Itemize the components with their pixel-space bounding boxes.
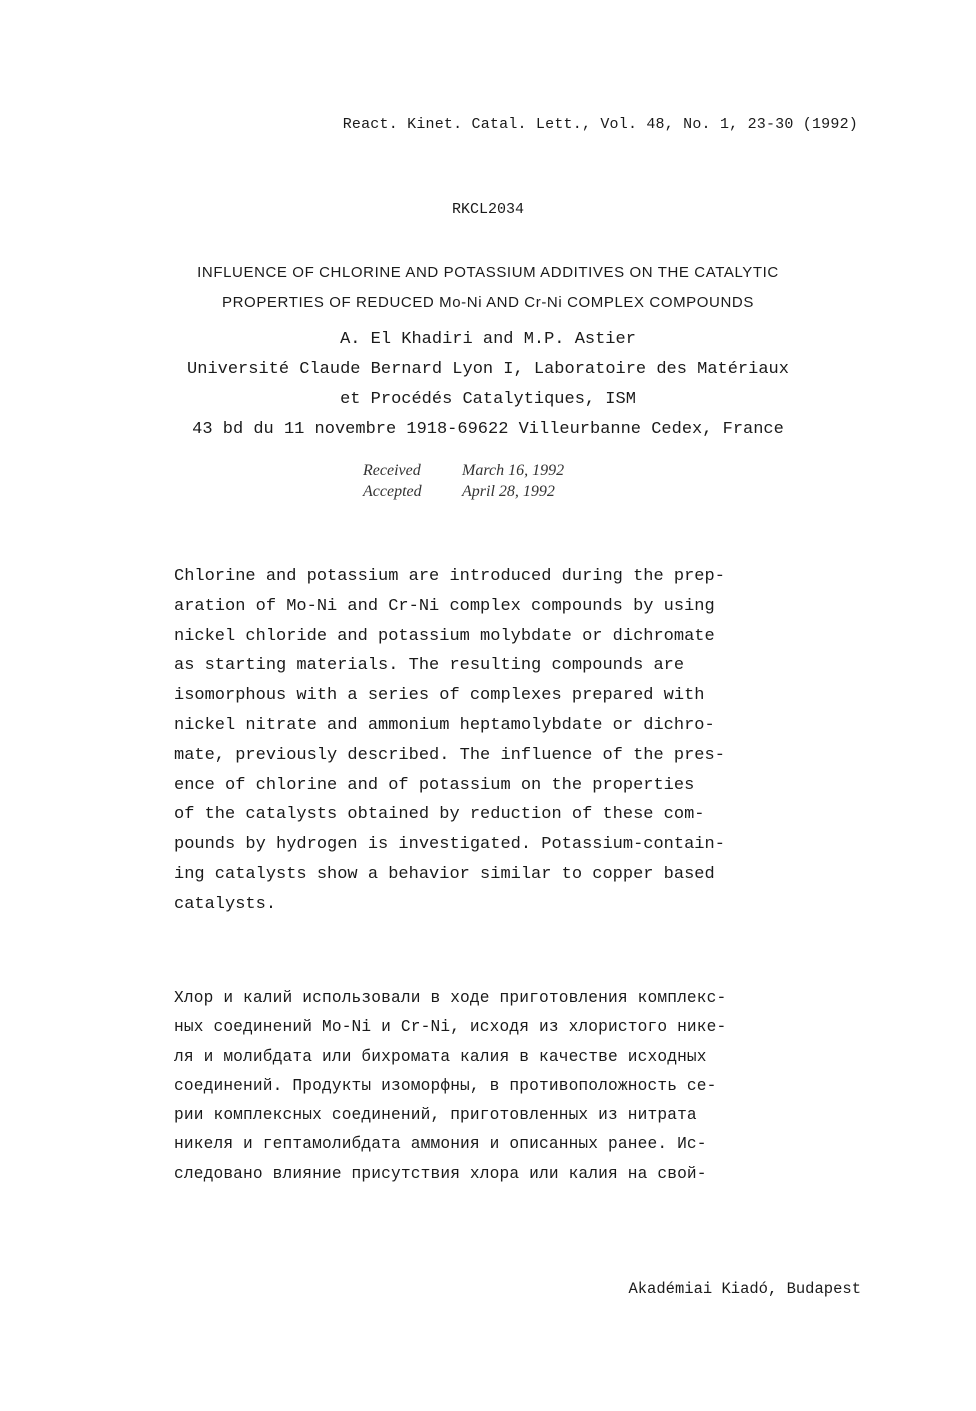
- title-line: PROPERTIES OF REDUCED Mo-Ni AND Cr-Ni COMPLEX COMPOUNDS: [222, 294, 754, 311]
- abstract-russian: [174, 984, 726, 1189]
- authors: A. El Khadiri and M.P. Astier: [340, 330, 636, 349]
- paper-title: [0, 258, 976, 318]
- abstract-ru-line: ных соединений Mo-Ni и Cr-Ni, исходя из хлористого нике-: [174, 1018, 727, 1037]
- abstract-line: pounds by hydrogen is investigated. Potassium-contain-: [174, 835, 725, 855]
- received-row: [363, 460, 564, 481]
- journal-citation: React. Kinet. Catal. Lett., Vol. 48, No. 1, 23-30 (1992): [342, 116, 858, 133]
- affiliation-line: et Procédés Catalytiques, ISM: [340, 390, 636, 409]
- abstract-ru-line: Хлор и калий использовали в ходе приготовления комплекс-: [174, 989, 727, 1007]
- abstract-line: ing catalysts show a behavior similar to copper based: [174, 864, 715, 884]
- affiliation-line: Université Claude Bernard Lyon I, Laboratoire des Matériaux: [187, 360, 789, 379]
- abstract-ru-line: рии комплексных соединений, приготовленных из нитрата: [174, 1106, 697, 1125]
- author-affiliation-block: [0, 325, 976, 445]
- abstract-ru-line: соединений. Продукты изоморфны, в противоположность се-: [174, 1076, 717, 1095]
- abstract-english: [174, 562, 725, 920]
- abstract-line: nickel nitrate and ammonium heptamolybdate or dichro-: [174, 715, 715, 735]
- abstract-line: of the catalysts obtained by reduction of these com-: [174, 805, 705, 825]
- affiliation-line: 43 bd du 11 novembre 1918-69622 Villeurbanne Cedex, France: [192, 420, 784, 439]
- paper-id: RKCL2034: [451, 201, 524, 218]
- abstract-ru-line: никеля и гептамолибдата аммония и описанных ранее. Ис-: [174, 1135, 707, 1154]
- abstract-ru-line: ля и молибдата или бихромата калия в качестве исходных: [174, 1047, 707, 1066]
- accepted-row: [363, 481, 564, 502]
- abstract-line: Chlorine and potassium are introduced during the prep-: [174, 567, 725, 586]
- abstract-line: aration of Mo-Ni and Cr-Ni complex compounds by using: [174, 596, 715, 616]
- received-label: Received: [363, 462, 421, 479]
- abstract-line: ence of chlorine and of potassium on the properties: [174, 775, 695, 795]
- accepted-date: April 28, 1992: [462, 483, 555, 500]
- abstract-line: mate, previously described. The influence of the pres-: [174, 745, 725, 765]
- dates-block: [363, 460, 564, 502]
- abstract-line: nickel chloride and potassium molybdate or dichromate: [174, 626, 715, 646]
- received-date: March 16, 1992: [462, 462, 565, 479]
- accepted-label: Accepted: [363, 483, 422, 500]
- abstract-line: catalysts.: [174, 894, 277, 914]
- publisher: Akadémiai Kiadó, Budapest: [628, 1280, 861, 1298]
- abstract-line: isomorphous with a series of complexes prepared with: [174, 686, 705, 706]
- abstract-ru-line: следовано влияние присутствия хлора или калия на свой-: [174, 1164, 707, 1183]
- title-line: INFLUENCE OF CHLORINE AND POTASSIUM ADDITIVES ON THE CATALYTIC: [197, 264, 779, 281]
- abstract-line: as starting materials. The resulting compounds are: [174, 656, 685, 676]
